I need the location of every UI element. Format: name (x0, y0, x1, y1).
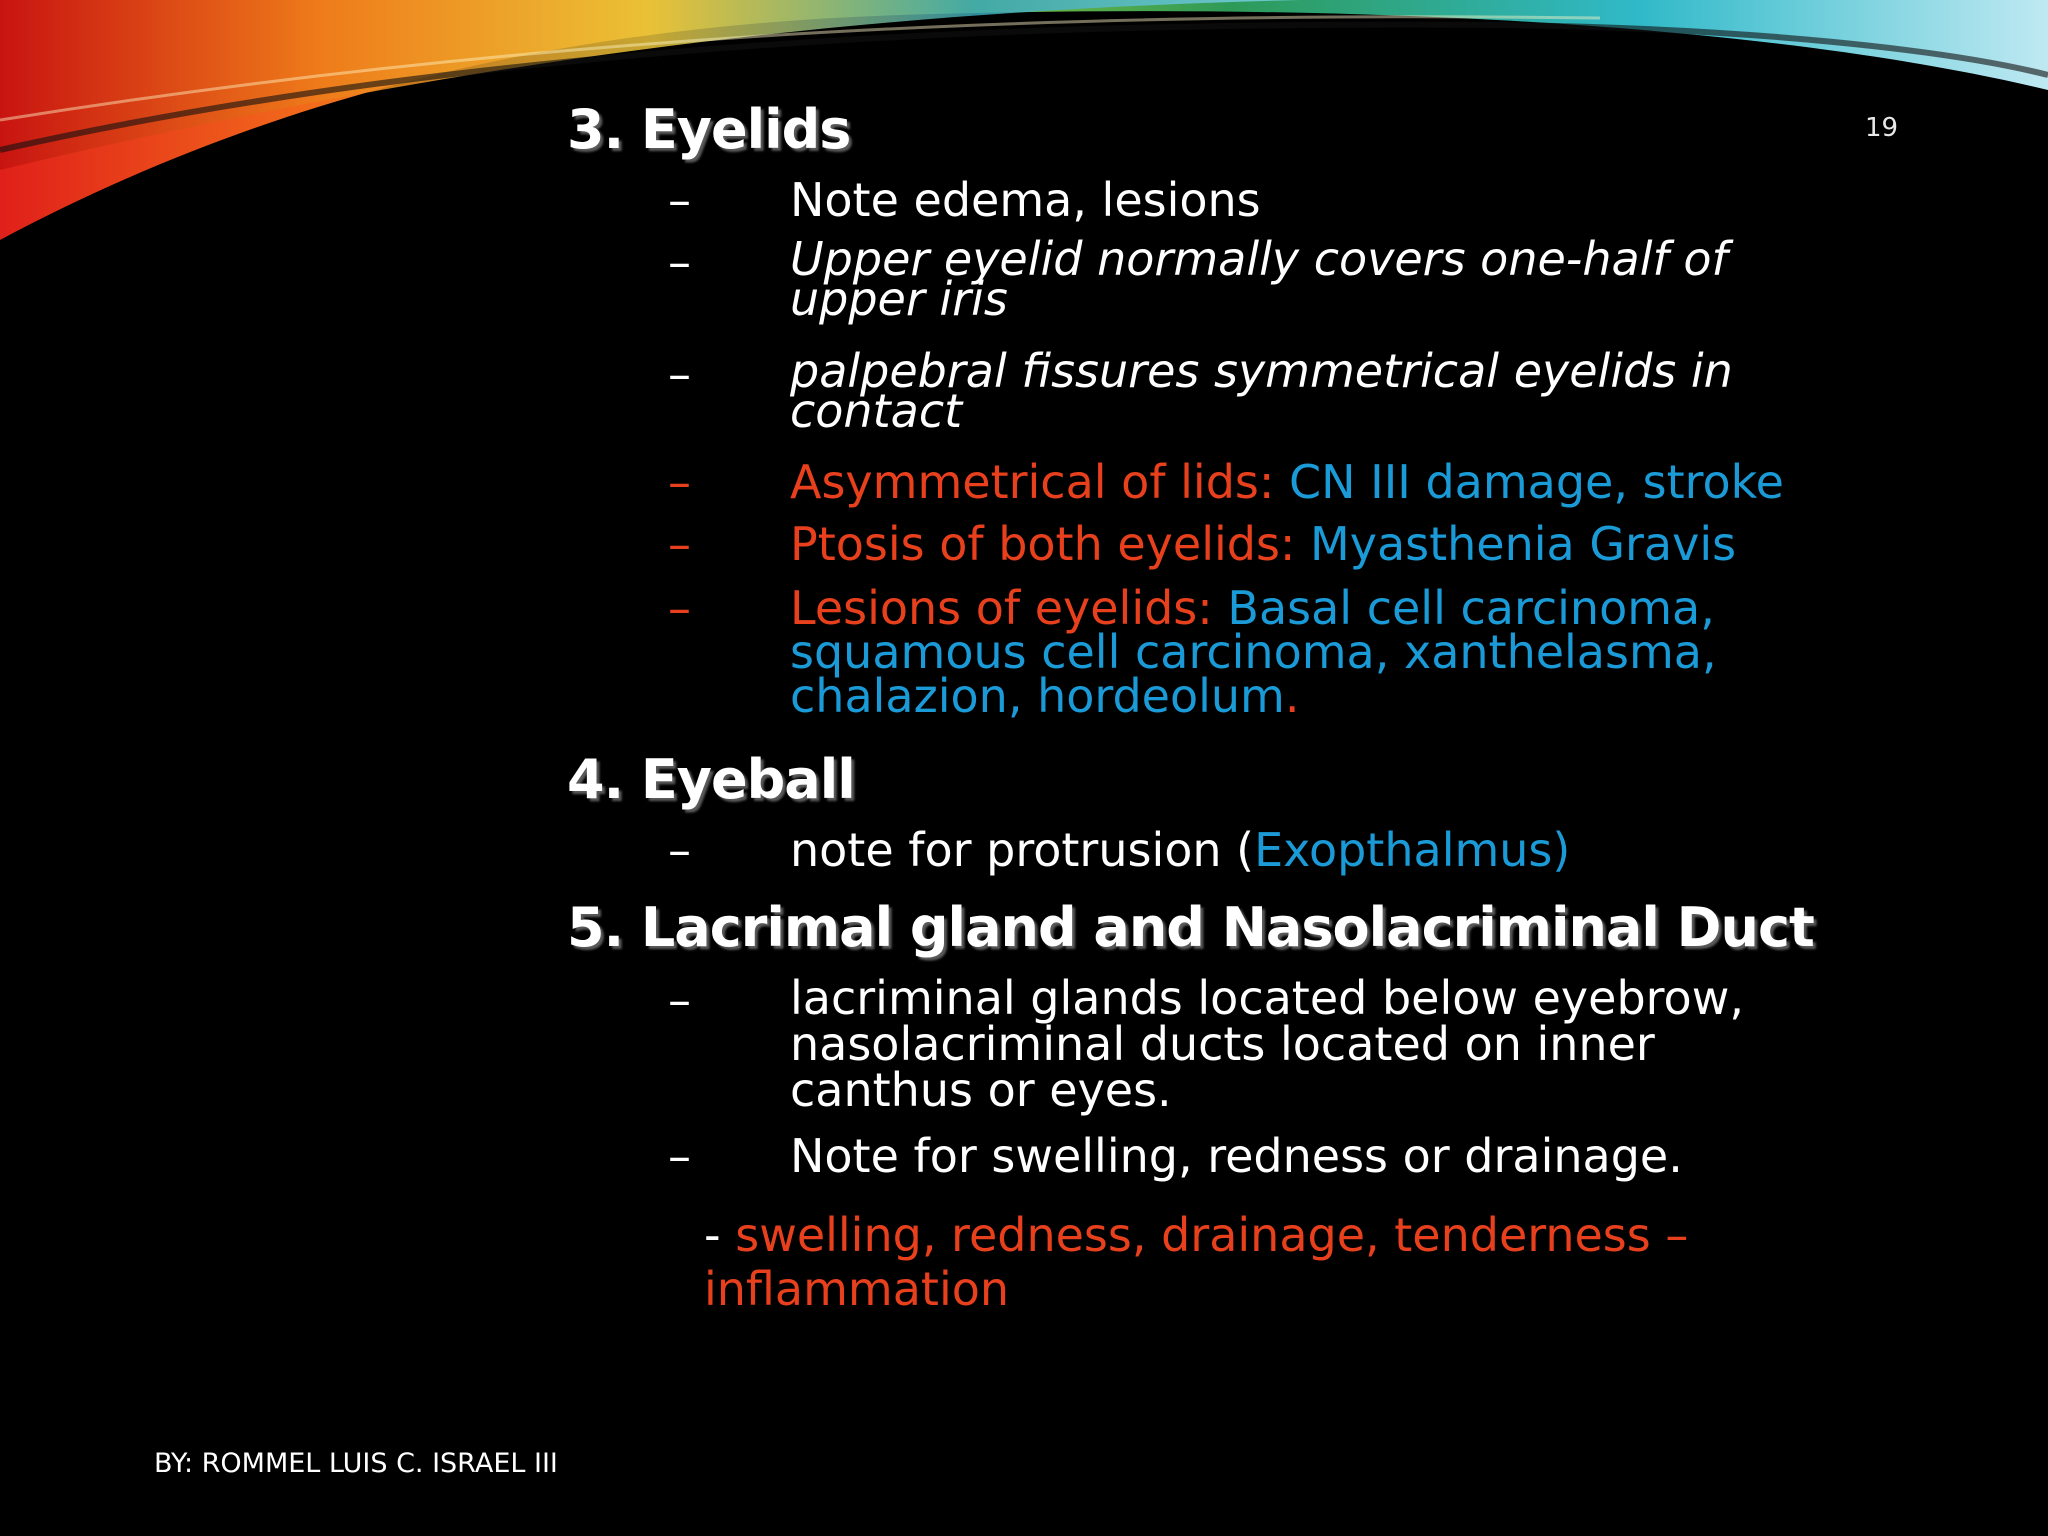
list-item (790, 823, 1571, 877)
bullet-dash: – (668, 173, 691, 227)
item-detail: Basal cell carcinoma, (1227, 581, 1715, 635)
item-label: Asymmetrical of lids: (790, 455, 1289, 509)
list-item (790, 232, 1728, 326)
item-label: Ptosis of both eyelids: (790, 517, 1311, 571)
heading-eyelids: 3. Eyelids (567, 98, 851, 161)
note-line (704, 1208, 1688, 1262)
item-detail: Exopthalmus) (1254, 823, 1571, 877)
heading-eyeball: 4. Eyeball (567, 748, 855, 811)
item-detail: CN III damage, stroke (1289, 455, 1784, 509)
page-number: 19 (1865, 113, 1899, 143)
list-item: Note edema, lesions (790, 173, 1261, 227)
list-item (790, 455, 1784, 509)
item-text: note for protrusion ( (790, 823, 1255, 877)
list-item (790, 971, 1744, 1117)
item-detail: Myasthenia Gravis (1310, 517, 1737, 571)
list-item-line: canthus or eyes. (790, 1063, 1172, 1117)
list-item-line: Upper eyelid normally covers one-half of (790, 232, 1728, 286)
bullet-dash: – (668, 973, 691, 1027)
list-item-line: nasolacriminal ducts located on inner (790, 1017, 1655, 1071)
bullet-dash: – (668, 517, 691, 571)
list-item-line: contact (790, 384, 963, 438)
item-detail: chalazion, hordeolum (790, 669, 1285, 723)
list-item-line: upper iris (790, 272, 1008, 326)
note-prefix: - (704, 1208, 736, 1262)
note-line: inflammation (704, 1262, 1010, 1316)
list-item-line: lacriminal glands located below eyebrow, (790, 971, 1744, 1025)
bullet-dash: – (668, 347, 691, 401)
list-item (790, 344, 1733, 438)
heading-lacrimal: 5. Lacrimal gland and Nasolacriminal Duct (567, 896, 1814, 959)
bullet-dash: – (668, 235, 691, 289)
list-item (790, 581, 1717, 723)
bullet-dash: – (668, 823, 691, 877)
bullet-dash: – (668, 581, 691, 635)
item-label: Lesions of eyelids: (790, 581, 1228, 635)
note-text: swelling, redness, drainage, tenderness – (735, 1208, 1689, 1262)
list-item-line: squamous cell carcinoma, xanthelasma, (790, 625, 1717, 679)
bullet-dash: – (668, 455, 691, 509)
list-item (790, 517, 1737, 571)
note-inflammation (704, 1208, 1688, 1316)
item-end: . (1284, 669, 1300, 723)
author-footer: BY: ROMMEL LUIS C. ISRAEL III (154, 1448, 558, 1479)
list-item: Note for swelling, redness or drainage. (790, 1129, 1683, 1183)
list-item-line (790, 669, 1717, 723)
list-item-line: palpebral fissures symmetrical eyelids in (790, 344, 1733, 398)
bullet-dash: – (668, 1129, 691, 1183)
